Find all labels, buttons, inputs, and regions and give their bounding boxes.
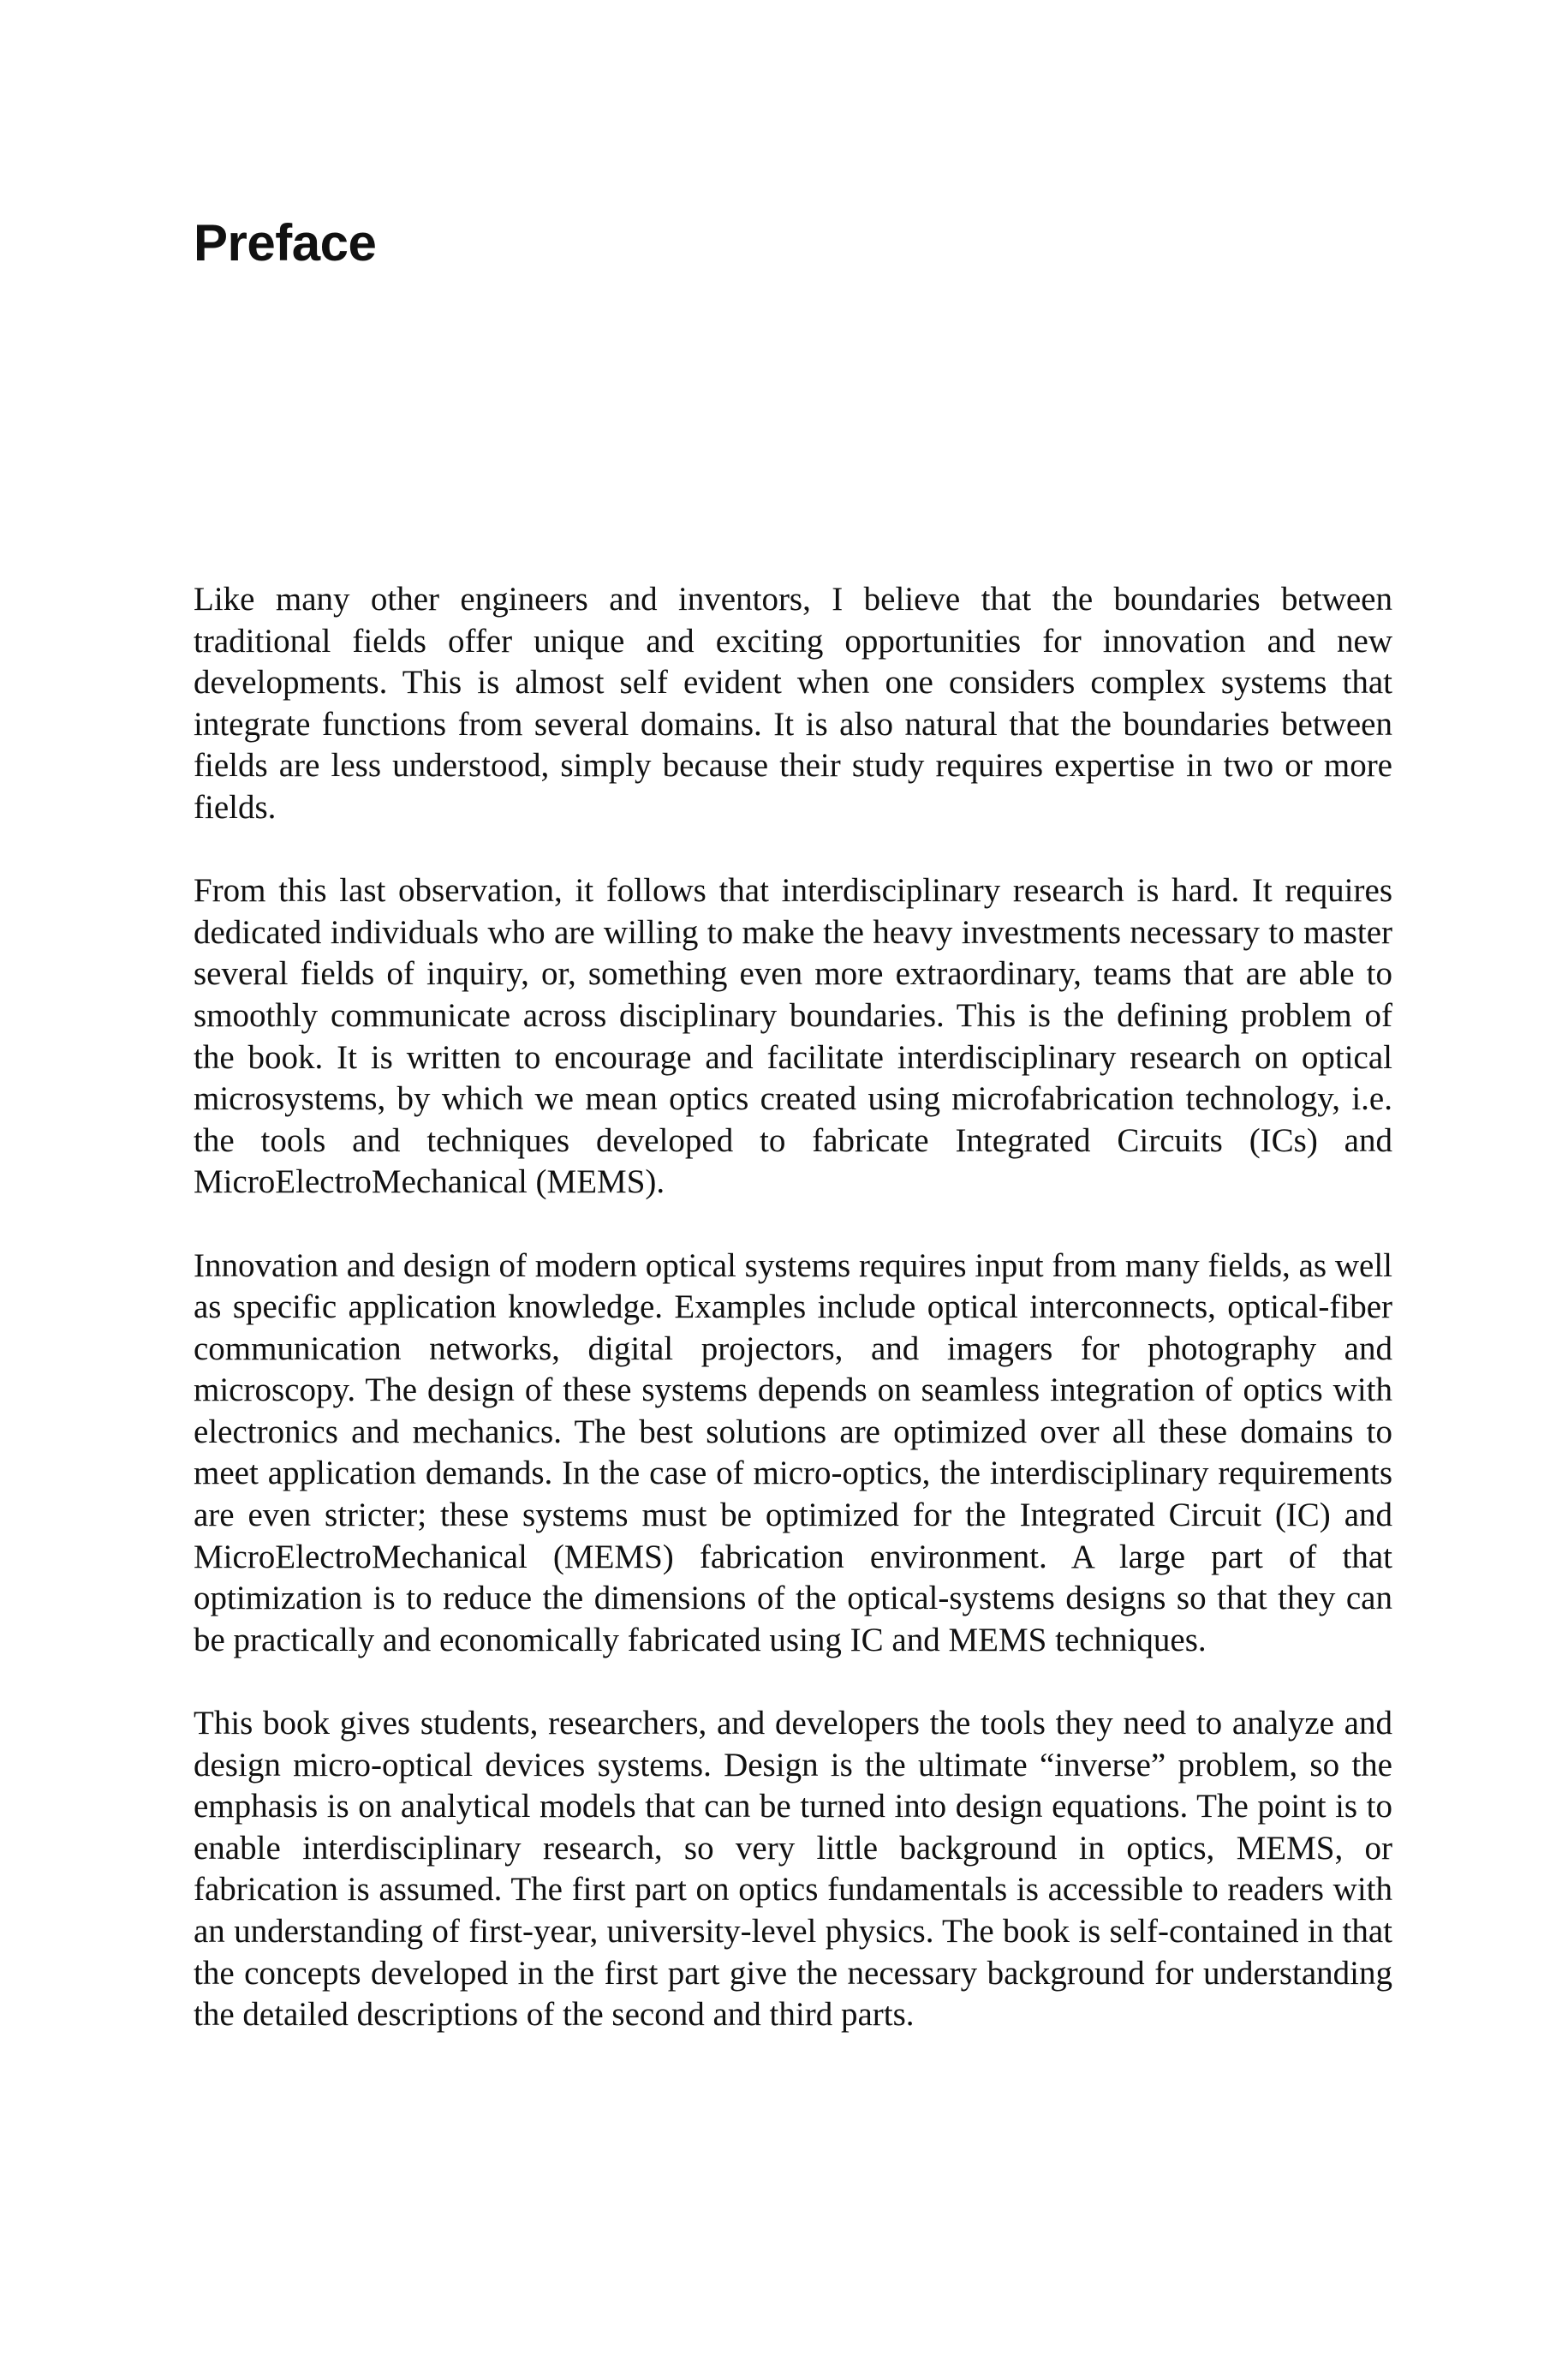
paragraph-4: This book gives students, researchers, and developers the tools they need to analyze and design micro-optical devices systems. Design is the ultimate “inverse” problem, so the emphasis is on analytical models that can be turned into design equations. The point is to enable interdisciplinary research, so very little background in optics, MEMS, or fabrication is assumed. The first part on optics fundamentals is accessible to readers with an understanding of first-year, university-level physics. The book is self-contained in that the concepts developed in the first part give the necessary background for understanding the detailed descriptions of the second and third parts. — [194, 1705, 1392, 2034]
paragraph-3: Innovation and design of modern optical systems requires input from many fields, as well as specific application knowledge. Examples include optical interconnects, optical-fiber communication networks, digital projectors, and imagers for photography and microscopy. The design of these systems depends on seamless integration of optics with electronics and mechanics. The best solutions are optimized over all these domains to meet application demands. In the case of micro-optics, the interdisciplinary requirements are even stricter; these systems must be optimized for the Integrated Circuit (IC) and MicroElectroMechanical (MEMS) fabrication environment. A large part of that optimization is to reduce the dimensions of the optical-systems designs so that they can be practically and economically fabricated using IC and MEMS techniques. — [194, 1246, 1392, 1658]
preface-body — [194, 579, 1392, 2077]
paragraph-2: From this last observation, it follows that interdisciplinary research is hard. It requires dedicated individuals who are willing to make the heavy investments necessary to master several fields of inquiry, or, something even more extraordinary, teams that are able to smoothly communicate across disciplinary boundaries. This is the defining problem of the book. It is written to encourage and facilitate interdisciplinary research on optical microsystems, by which we mean optics created using microfabrication technology, i.e. the tools and techniques developed to fabricate Integrated Circuits (ICs) and MicroElectroMechanical (MEMS). — [194, 872, 1392, 1201]
paragraph-1: Like many other engineers and inventors, I believe that the boundaries between traditional fields offer unique and exciting opportunities for innovation and new developments. This is almost self evident when one considers complex systems that integrate functions from several domains. It is also natural that the boundaries between fields are less understood, simply because their study requires expertise in two or more fields. — [194, 581, 1392, 826]
page-title: Preface — [194, 214, 377, 272]
